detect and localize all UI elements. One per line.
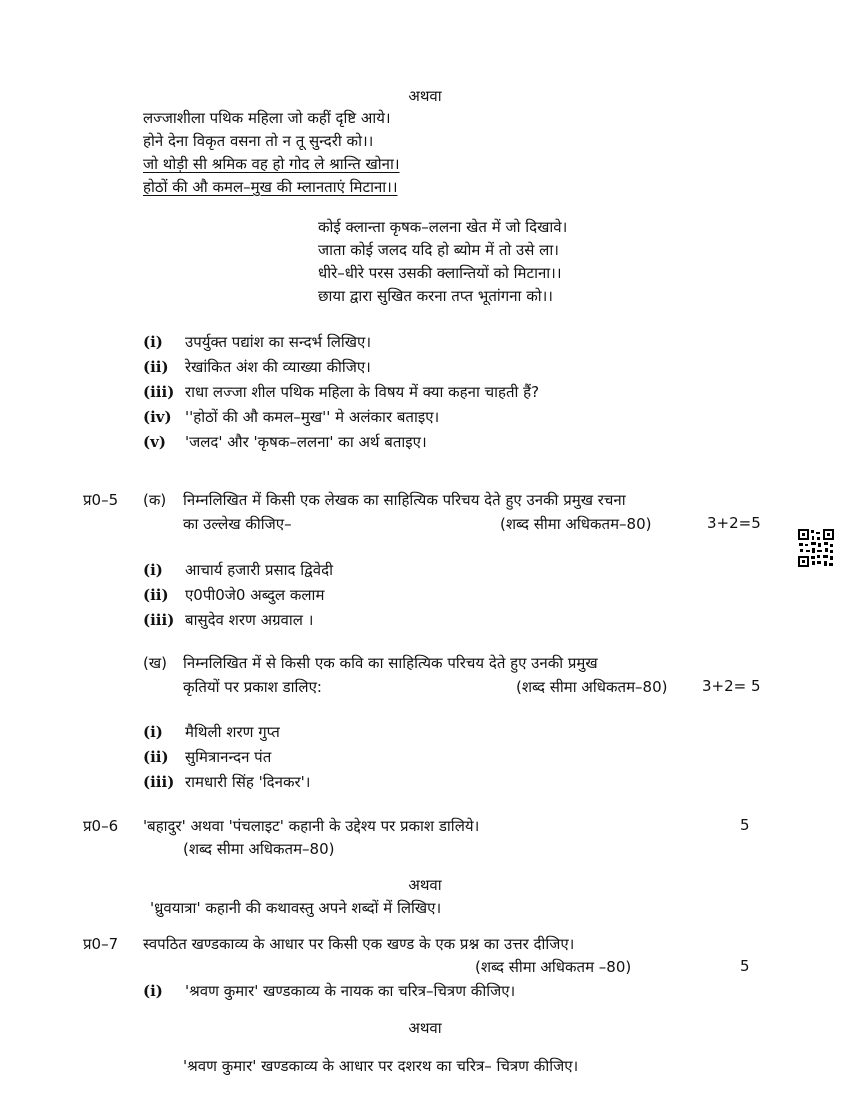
sub-question: (i) 'श्रवण कुमार' खण्डकाव्य के नायक का चरित्र–चित्रण कीजिए। — [143, 982, 516, 1000]
poem-line: लज्जाशीला पथिक महिला जो कहीं दृष्टि आये। — [143, 109, 391, 127]
part-marker: (क) — [143, 491, 167, 509]
option-item: (iii) रामधारी सिंह 'दिनकर'। — [143, 773, 311, 791]
poem-line-underlined: जो थोड़ी सी श्रमिक वह हो गोद ले श्रान्ति खोना। — [143, 155, 400, 173]
poem-line: छाया द्वारा सुखित करना तप्त भूतांगना को।। — [318, 287, 553, 305]
part-marker: (ख) — [143, 654, 167, 672]
poem-line: धीरे–धीरे परस उसकी क्लान्तियों को मिटाना।। — [318, 264, 562, 282]
question-text: का उल्लेख कीजिए– — [183, 515, 292, 533]
sub-question: (iii) राधा लज्जा शील पथिक महिला के विषय में क्या कहना चाहती हैं? — [143, 383, 540, 401]
question-text: 'बहादुर' अथवा 'पंचलाइट' कहानी के उद्देश्य पर प्रकाश डालिये। — [143, 817, 480, 835]
marks: 5 — [740, 957, 750, 975]
word-limit: (शब्द सीमा अधिकतम–80) — [516, 678, 668, 696]
option-item: (i) आचार्य हजारी प्रसाद द्विवेदी — [143, 561, 333, 579]
question-text: स्वपठित खण्डकाव्य के आधार पर किसी एक खण्ड के एक प्रश्न का उत्तर दीजिए। — [143, 935, 575, 953]
qr-code-icon — [797, 528, 835, 568]
marks: 3+2= 5 — [702, 677, 761, 695]
option-item: (ii) ए0पी0जे0 अब्दुल कलाम — [143, 586, 325, 604]
poem-line: होने देना विकृत वसना तो न तू सुन्दरी को।। — [143, 132, 374, 150]
alternate-question: 'ध्रुवयात्रा' कहानी की कथावस्तु अपने शब्दों में लिखिए। — [150, 899, 442, 917]
marks: 5 — [740, 816, 750, 834]
question-number: प्र0–7 — [83, 935, 119, 953]
poem-line: जाता कोई जलद यदि हो ब्योम में तो उसे ला। — [318, 241, 559, 259]
question-number: प्र0–5 — [83, 491, 119, 509]
option-item: (ii) सुमित्रानन्दन पंत — [143, 748, 272, 766]
question-text: निम्नलिखित में किसी एक लेखक का साहित्यिक परिचय देते हुए उनकी प्रमुख रचना — [183, 491, 626, 509]
alternate-question: 'श्रवण कुमार' खण्डकाव्य के आधार पर दशरथ का चरित्र– चित्रण कीजिए। — [183, 1057, 579, 1075]
athva-heading: अथवा — [408, 1019, 442, 1037]
question-text: निम्नलिखित में से किसी एक कवि का साहित्यिक परिचय देते हुए उनकी प्रमुख — [183, 654, 598, 672]
poem-line: कोई क्लान्ता कृषक–ललना खेत में जो दिखावे। — [318, 218, 568, 236]
sub-question: (v) 'जलद' और 'कृषक–ललना' का अर्थ बताइए। — [143, 433, 427, 451]
question-number: प्र0–6 — [83, 817, 119, 835]
poem-line-underlined: होठों की औ कमल–मुख की म्लानताएं मिटाना।। — [143, 178, 398, 196]
option-item: (i) मैथिली शरण गुप्त — [143, 723, 280, 741]
marks: 3+2=5 — [707, 514, 761, 532]
word-limit: (शब्द सीमा अधिकतम–80) — [500, 515, 652, 533]
athva-heading: अथवा — [408, 87, 442, 105]
word-limit: (शब्द सीमा अधिकतम –80) — [475, 958, 632, 976]
athva-heading: अथवा — [408, 876, 442, 894]
word-limit: (शब्द सीमा अधिकतम–80) — [183, 840, 335, 858]
sub-question: (i) उपर्युक्त पद्यांश का सन्दर्भ लिखिए। — [143, 333, 372, 351]
sub-question: (iv) ''होठों की औ कमल–मुख'' मे अलंकार बताइए। — [143, 408, 440, 426]
option-item: (iii) बासुदेव शरण अग्रवाल । — [143, 611, 314, 629]
question-text: कृतियों पर प्रकाश डालिए: — [183, 678, 322, 696]
sub-question: (ii) रेखांकित अंश की व्याख्या कीजिए। — [143, 358, 371, 376]
